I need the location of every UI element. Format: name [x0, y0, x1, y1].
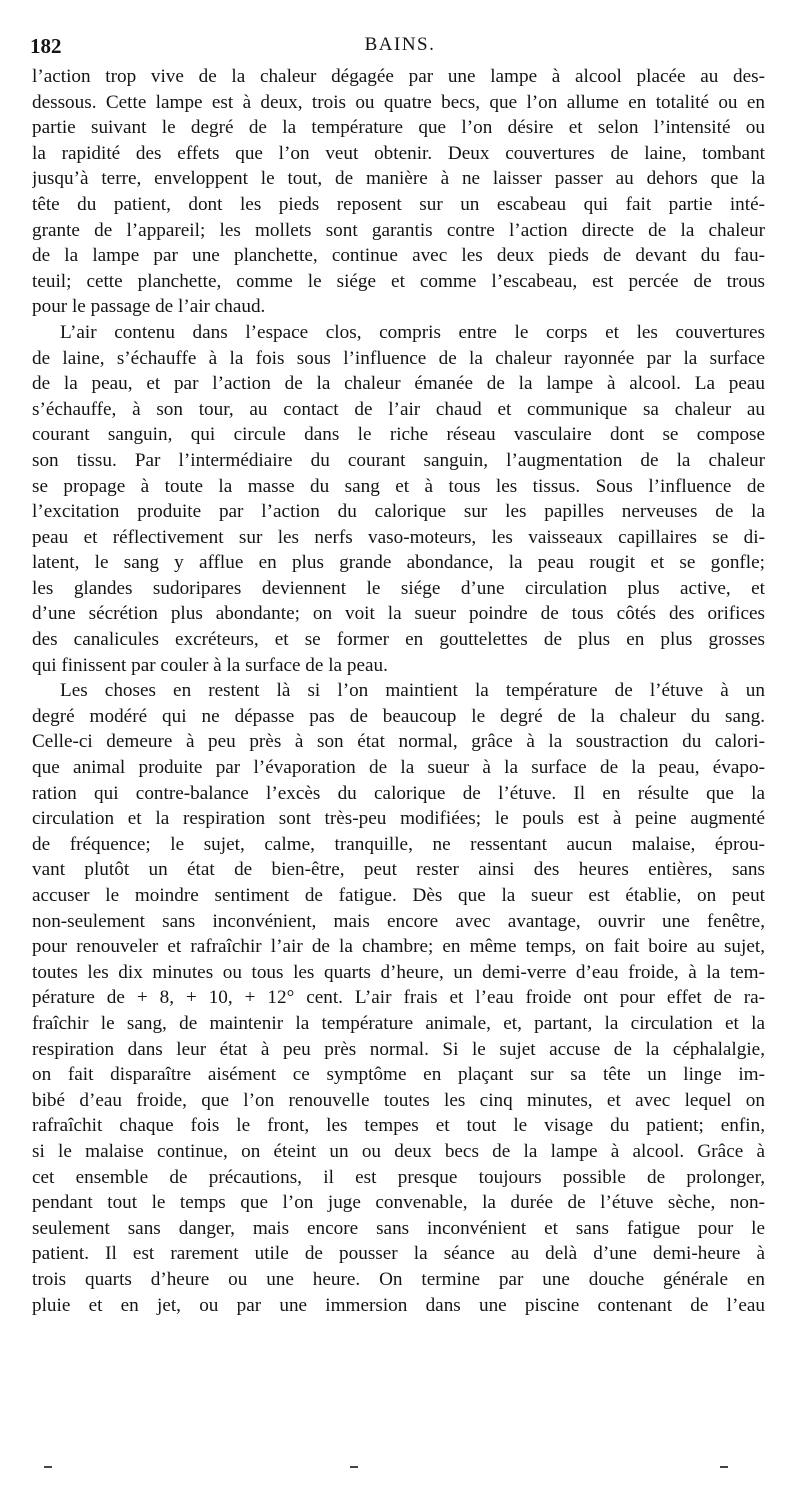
text-line: trois quarts d’heure ou une heure. On termine par une douche générale en [32, 1268, 765, 1290]
text-line: l’excitation produite par l’action du calorique sur les papilles nerveuses de la [32, 501, 765, 523]
text-line: on fait disparaître aisément ce symptôme en plaçant sur sa tête un linge im- [32, 1064, 765, 1086]
text-line: respiration dans leur état à peu près normal. Si le sujet accuse de la céphalalgie, [32, 1038, 765, 1060]
text-line: courant sanguin, qui circule dans le riche réseau vasculaire dont se compose [32, 424, 765, 446]
text-line: patient. Il est rarement utile de pousser la séance au delà d’une demi-heure à [32, 1243, 765, 1265]
text-line: pour le passage de l’air chaud. [32, 296, 266, 318]
text-line: bibé d’eau froide, que l’on renouvelle toutes les cinq minutes, et avec lequel on [32, 1089, 765, 1111]
text-line: rafraîchit chaque fois le front, les tempes et tout le visage du patient; enfin, [32, 1115, 765, 1137]
text-line: pluie et en jet, ou par une immersion dans une piscine contenant de l’eau [32, 1294, 765, 1316]
text-line: L’air contenu dans l’espace clos, compris entre le corps et les couvertures [60, 321, 765, 343]
scan-mark [350, 1466, 358, 1468]
text-line: fraîchir le sang, de maintenir la température animale, et, partant, la circulation et la [32, 1012, 765, 1034]
text-line: seulement sans danger, mais encore sans inconvénient et sans fatigue pour le [32, 1217, 765, 1239]
text-line: cet ensemble de précautions, il est presque toujours possible de prolonger, [32, 1166, 765, 1188]
text-line: latent, le sang y afflue en plus grande abondance, la peau rougit et se gonfle; [32, 552, 765, 574]
text-line: s’échauffe, à son tour, au contact de l’air chaud et communique sa chaleur au [32, 398, 765, 420]
text-line: Les choses en restent là si l’on maintient la température de l’étuve à un [60, 680, 765, 702]
text-line: degré modéré qui ne dépasse pas de beaucoup le degré de la chaleur du sang. [32, 705, 765, 727]
text-line: son tissu. Par l’intermédiaire du courant sanguin, l’augmentation de la chaleur [32, 449, 765, 471]
text-line: vant plutôt un état de bien-être, peut rester ainsi des heures entières, sans [32, 859, 765, 881]
text-line: non-seulement sans inconvénient, mais encore avec avantage, ouvrir une fenêtre, [32, 910, 765, 932]
text-line: l’action trop vive de la chaleur dégagée par une lampe à alcool placée au des- [32, 66, 765, 87]
text-line: les glandes sudoripares deviennent le siége d’une circulation plus active, et [32, 577, 765, 599]
text-line: circulation et la respiration sont très-peu modifiées; le pouls est à peine augmenté [32, 808, 765, 830]
page-footer-marks [0, 1466, 800, 1476]
text-line: accuser le moindre sentiment de fatigue. Dès que la sueur est établie, on peut [32, 885, 765, 906]
text-line: la rapidité des effets que l’on veut obtenir. Deux couvertures de laine, tombant [32, 142, 765, 164]
text-line: de fréquence; le sujet, calme, tranquille, ne ressentant aucun malaise, éprou- [32, 833, 765, 855]
text-line: se propage à toute la masse du sang et à tous les tissus. Sous l’influence de [32, 475, 765, 497]
text-line: teuil; cette planchette, comme le siége et comme l’escabeau, est percée de trous [32, 270, 765, 292]
running-head: BAINS. [364, 34, 436, 55]
text-line: des canalicules excréteurs, et se former en gouttelettes de plus en plus grosses [32, 629, 765, 651]
text-line: de la lampe par une planchette, continue avec les deux pieds de devant du fau- [32, 245, 765, 267]
text-line: de la peau, et par l’action de la chaleur émanée de la lampe à alcool. La peau [32, 373, 765, 395]
text-line: partie suivant le degré de la température que l’on désire et selon l’intensité ou [32, 117, 765, 139]
scan-mark [44, 1466, 52, 1468]
text-line: que animal produite par l’évaporation de la sueur à la surface de la peau, évapo- [32, 757, 765, 779]
text-line: tête du patient, dont les pieds reposent sur un escabeau qui fait partie inté- [32, 193, 765, 215]
text-line: si le malaise continue, on éteint un ou deux becs de la lampe à alcool. Grâce à [32, 1140, 765, 1162]
text-line: pour renouveler et rafraîchir l’air de la chambre; en même temps, on fait boire au sujet, [32, 936, 765, 958]
page-number: 182 [30, 34, 62, 58]
text-line: de laine, s’échauffe à la fois sous l’influence de la chaleur rayonnée par la surface [32, 347, 765, 369]
text-line: pendant tout le temps que l’on juge convenable, la durée de l’étuve sèche, non- [32, 1192, 765, 1214]
text-line: d’une sécrétion plus abondante; on voit la sueur poindre de tous côtés des orifices [32, 603, 765, 625]
scan-mark [720, 1466, 728, 1468]
text-line: toutes les dix minutes ou tous les quarts d’heure, un demi-verre d’eau froide, à la tem- [32, 961, 765, 983]
body-text [32, 64, 765, 1318]
text-line: grante de l’appareil; les mollets sont garantis contre l’action directe de la chaleur [32, 219, 765, 241]
text-line: dessous. Cette lampe est à deux, trois ou quatre becs, que l’on allume en totalité ou en [32, 91, 765, 113]
text-line: qui finissent par couler à la surface de la peau. [32, 654, 388, 676]
text-line: jusqu’à terre, enveloppent le tout, de manière à ne laisser passer au dehors que la [32, 168, 765, 190]
text-line: pérature de + 8, + 10, + 12° cent. L’air frais et l’eau froide ont pour effet de ra- [32, 987, 765, 1009]
text-line: peau et réflectivement sur les nerfs vaso-moteurs, les vaisseaux capillaires se di- [32, 526, 765, 548]
page-header [30, 34, 770, 64]
text-line: Celle-ci demeure à peu près à son état normal, grâce à la soustraction du calori- [32, 731, 765, 753]
text-line: ration qui contre-balance l’excès du calorique de l’étuve. Il en résulte que la [32, 782, 765, 804]
